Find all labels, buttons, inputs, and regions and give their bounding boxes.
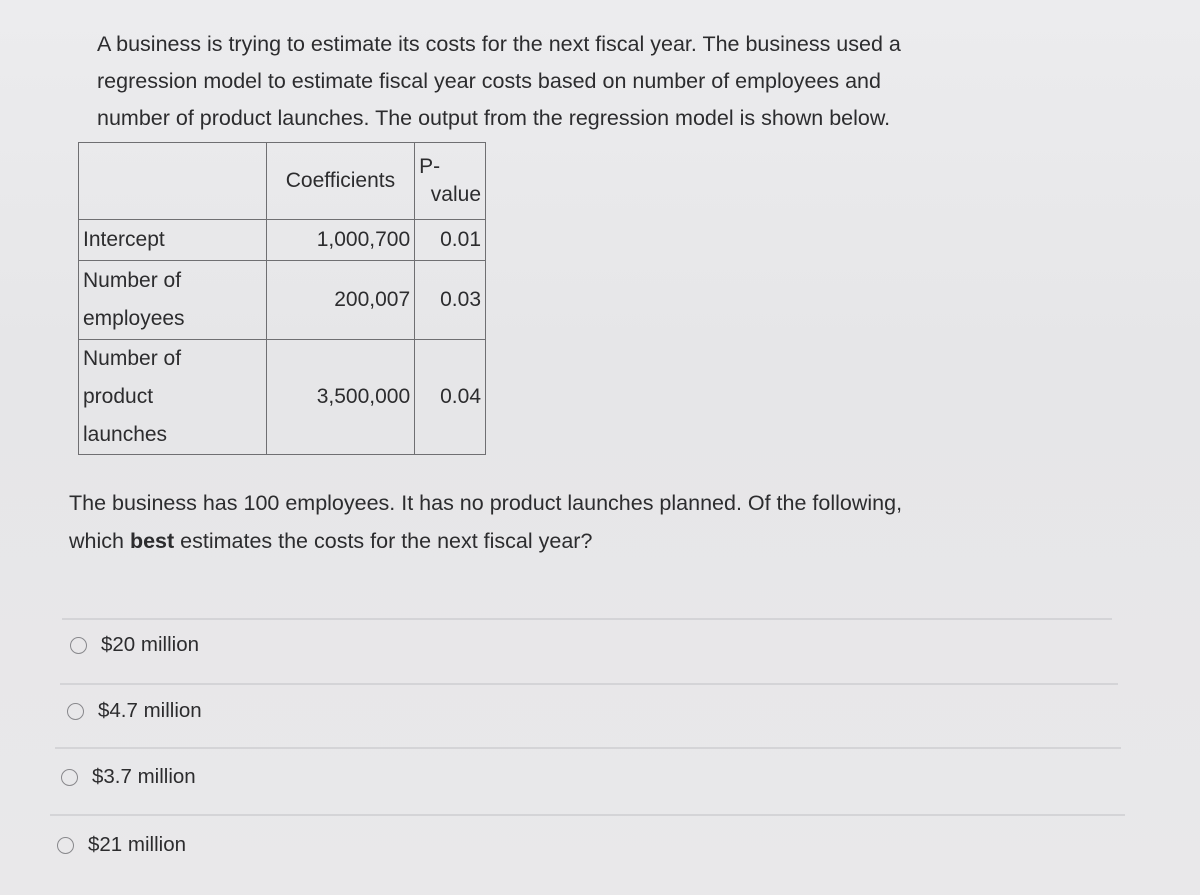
coefficient-cell: 3,500,000 bbox=[266, 340, 414, 455]
row-label bbox=[79, 340, 267, 455]
row-label-line: employees bbox=[83, 307, 185, 330]
option-4-7-million[interactable] bbox=[67, 699, 202, 723]
option-label: $3.7 million bbox=[92, 765, 196, 788]
header-p-value-line-2: value bbox=[430, 183, 481, 206]
option-label: $4.7 million bbox=[98, 699, 202, 722]
follow-up-line-1: The business has 100 employees. It has no product launches planned. Of the following, bbox=[69, 491, 903, 515]
follow-up-text-before: which bbox=[69, 529, 130, 553]
row-label bbox=[79, 220, 267, 261]
follow-up-emphasis: best bbox=[129, 529, 175, 553]
row-label-line: Number of bbox=[83, 269, 182, 292]
row-label-line: Number of bbox=[83, 347, 182, 370]
regression-output-table bbox=[78, 142, 486, 455]
divider bbox=[50, 814, 1125, 816]
question-text bbox=[97, 26, 1097, 137]
p-value-cell: 0.04 bbox=[415, 340, 486, 455]
row-label-line: launches bbox=[83, 423, 168, 446]
radio-button[interactable] bbox=[70, 637, 87, 654]
p-value-cell: 0.03 bbox=[415, 261, 486, 340]
option-3-7-million[interactable] bbox=[61, 765, 196, 789]
option-20-million[interactable] bbox=[70, 633, 199, 657]
table-row bbox=[79, 261, 486, 340]
divider bbox=[62, 618, 1112, 620]
table-header-row bbox=[79, 143, 486, 220]
coefficient-cell: 200,007 bbox=[266, 261, 414, 340]
divider bbox=[55, 747, 1121, 749]
p-value-cell: 0.01 bbox=[415, 220, 486, 261]
radio-button[interactable] bbox=[61, 769, 78, 786]
row-label bbox=[79, 261, 267, 340]
header-empty-cell bbox=[79, 143, 267, 220]
header-coefficients: Coefficients bbox=[266, 143, 414, 220]
option-21-million[interactable] bbox=[57, 833, 186, 857]
coefficient-cell: 1,000,700 bbox=[266, 220, 414, 261]
header-p-value bbox=[415, 143, 486, 220]
follow-up-line-2 bbox=[69, 522, 1149, 560]
option-label: $20 million bbox=[101, 633, 199, 656]
follow-up-text-after: estimates the costs for the next fiscal year? bbox=[174, 529, 593, 553]
question-line-1: A business is trying to estimate its costs for the next fiscal year. The business used a bbox=[97, 32, 901, 56]
question-line-2: regression model to estimate fiscal year costs based on number of employees and bbox=[97, 69, 881, 93]
option-label: $21 million bbox=[88, 833, 186, 856]
table-row bbox=[79, 340, 486, 455]
radio-button[interactable] bbox=[67, 703, 84, 720]
radio-button[interactable] bbox=[57, 837, 74, 854]
table-row bbox=[79, 220, 486, 261]
follow-up-question bbox=[69, 484, 1149, 560]
header-p-value-line-1: P- bbox=[419, 155, 441, 178]
question-line-3: number of product launches. The output from the regression model is shown below. bbox=[97, 106, 891, 130]
row-label-line: product bbox=[83, 385, 154, 408]
row-label-line: Intercept bbox=[83, 228, 165, 251]
divider bbox=[60, 683, 1118, 685]
